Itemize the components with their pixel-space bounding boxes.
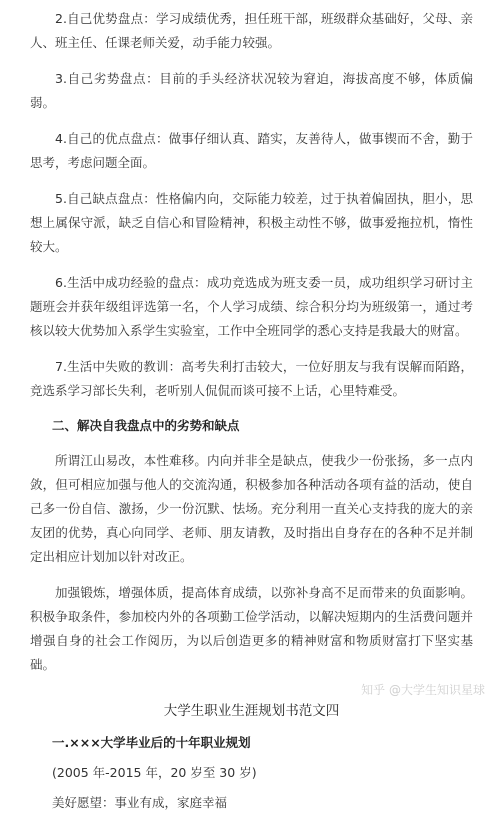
success-experience-paragraph: 6.生活中成功经验的盘点：成功竞选成为班支委一员，成功组织学习研讨主题班会并获年级组评选第一名，个人学习成绩、综合积分均为班级第一，通过考核以较大优势加入系学生实验室，工作中全班同学的悉心支持是我最大的财富。 bbox=[30, 275, 473, 338]
zhihu-watermark: 知乎 @大学生知识星球 bbox=[361, 683, 485, 697]
plan-period: (2005 年-2015 年，20 岁至 30 岁) bbox=[52, 765, 257, 780]
strengths-paragraph: 2.自己优势盘点：学习成绩优秀，担任班干部，班级群众基础好，父母、亲人、班主任、任课老师关爱，动手能力较强。 bbox=[30, 11, 473, 50]
plan-wish: 美好愿望：事业有成，家庭幸福 bbox=[52, 795, 228, 810]
shortcomings-paragraph: 5.自己缺点盘点：性格偏内向，交际能力较差，过于执着偏固执，胆小，思想上属保守派，缺乏自信心和冒险精神，积极主动性不够，做事爱拖拉机，惰性较大。 bbox=[30, 191, 473, 254]
ten-year-plan-heading: 一.×××大学毕业后的十年职业规划 bbox=[52, 735, 251, 750]
section-two-paragraph-1: 所谓江山易改，本性难移。内向并非全是缺点，使我少一份张扬，多一点内敛，但可相应加强与他人的交流沟通，积极参加各种活动各项有益的活动，使自己多一份自信、激扬，少一份沉默、怯场。充分利用一直关心支持我的庞大的亲友团的优势，真心向同学、老师、朋友请教，及时指出自身存在的各种不足并制定出相应计划加以针对改正。 bbox=[30, 453, 473, 564]
failure-lessons-paragraph: 7.生活中失败的教训：高考失利打击较大，一位好朋友与我有误解而陌路，竞选系学习部长失利，老听别人侃侃而谈可接不上话，心里特难受。 bbox=[30, 359, 473, 398]
merits-paragraph: 4.自己的优点盘点：做事仔细认真、踏实，友善待人，做事锲而不舍，勤于思考，考虑问题全面。 bbox=[30, 131, 473, 170]
section-two-heading: 二、解决自我盘点中的劣势和缺点 bbox=[52, 418, 240, 433]
weaknesses-paragraph: 3.自己劣势盘点：目前的手头经济状况较为窘迫，海拔高度不够，体质偏弱。 bbox=[30, 71, 473, 110]
section-two-paragraph-2: 加强锻炼，增强体质，提高体育成绩，以弥补身高不足而带来的负面影响。积极争取条件，参加校内外的各项勤工俭学活动，以解决短期内的生活费问题并增强自身的社会工作阅历，为以后创造更多的精神财富和物质财富打下坚实基础。 bbox=[30, 585, 473, 672]
article-title: 大学生职业生涯规划书范文四 bbox=[163, 703, 340, 719]
